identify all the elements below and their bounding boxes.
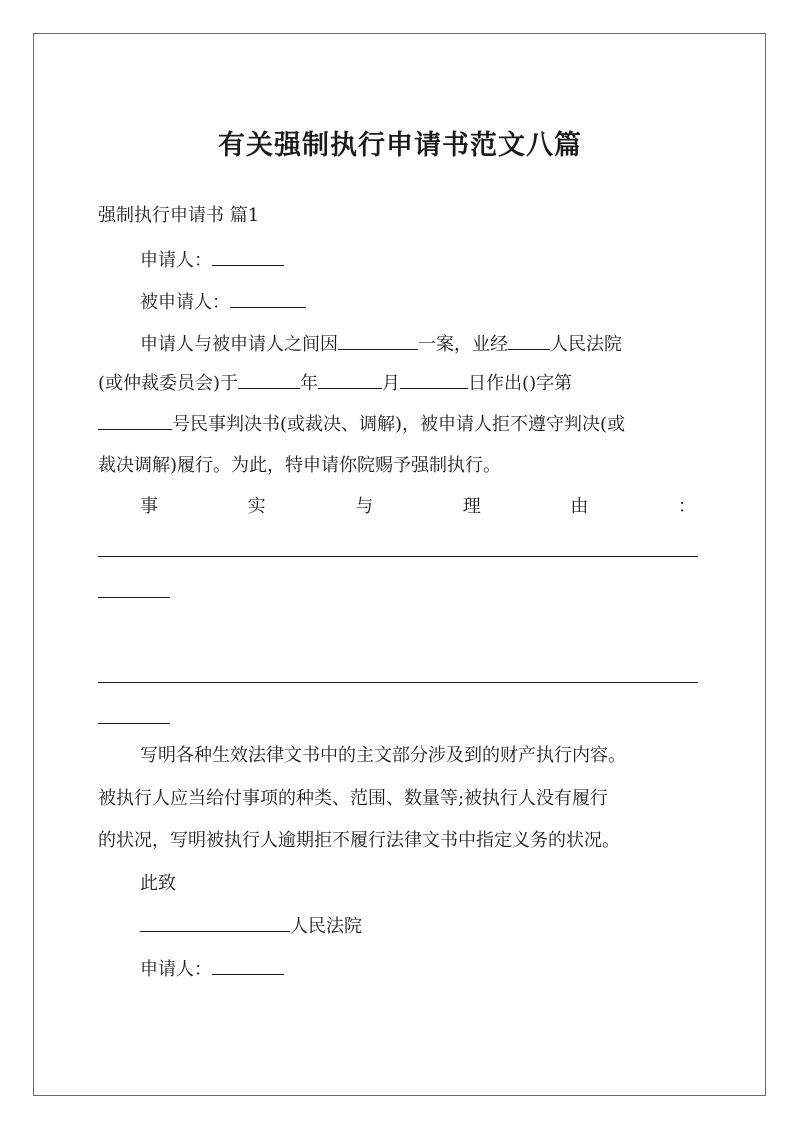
para1-line2 — [98, 370, 572, 397]
facts-char: 实 — [247, 496, 266, 517]
facts-char: 由 — [570, 496, 589, 517]
para1-text-c: 人民法院 — [550, 334, 622, 355]
applicant-line — [140, 247, 284, 274]
para1-text-g: 日作出()字第 — [468, 373, 573, 394]
closing: 此致 — [140, 873, 176, 894]
reasons-blank-line — [98, 682, 698, 683]
para2-line1: 写明各种生效法律文书中的主文部分涉及到的财产执行内容。 — [140, 745, 626, 766]
para2-line3: 的状况，写明被执行人逾期拒不履行法律文书中指定义务的状况。 — [98, 830, 620, 851]
court-line — [140, 913, 362, 940]
section-heading: 强制执行申请书 篇1 — [98, 205, 260, 226]
para1-text-h: 号民事判决书(或裁决、调解)，被申请人拒不遵守判决(或 — [172, 414, 626, 435]
day-blank — [400, 370, 468, 389]
para1-text-b: 一案，业经 — [418, 334, 508, 355]
para1-line3 — [98, 411, 625, 438]
facts-heading — [140, 494, 696, 520]
para1-line1 — [140, 331, 622, 358]
reasons-blank-line-short — [98, 723, 170, 724]
year-blank — [238, 370, 300, 389]
facts-char: ： — [677, 496, 696, 517]
facts-char: 事 — [140, 496, 158, 517]
applicant-label-2: 申请人： — [140, 959, 212, 980]
court-suffix: 人民法院 — [290, 916, 362, 937]
respondent-label: 被申请人： — [140, 292, 230, 313]
case-blank — [338, 331, 418, 350]
court-blank — [508, 331, 550, 350]
facts-blank-line-short — [98, 597, 170, 598]
applicant-line-2 — [140, 956, 284, 983]
document-title: 有关强制执行申请书范文八篇 — [218, 130, 582, 161]
respondent-line — [140, 289, 306, 316]
number-blank — [98, 411, 172, 430]
para1-line4: 裁决调解)履行。为此，特申请你院赐予强制执行。 — [98, 455, 502, 476]
respondent-blank — [230, 289, 306, 308]
applicant-blank — [212, 247, 284, 266]
applicant-blank-2 — [212, 956, 284, 975]
para1-text-e: 年 — [300, 373, 319, 394]
para1-text-d: (或仲裁委员会)于 — [98, 373, 239, 394]
facts-char: 理 — [462, 496, 481, 517]
facts-char: 与 — [355, 496, 374, 517]
court-name-blank — [140, 913, 290, 932]
applicant-label: 申请人： — [140, 250, 212, 271]
para2-line2: 被执行人应当给付事项的种类、范围、数量等;被执行人没有履行 — [98, 788, 609, 809]
facts-blank-line — [98, 556, 698, 557]
month-blank — [318, 370, 382, 389]
para1-text-f: 月 — [382, 373, 401, 394]
para1-text-a: 申请人与被申请人之间因 — [140, 334, 338, 355]
